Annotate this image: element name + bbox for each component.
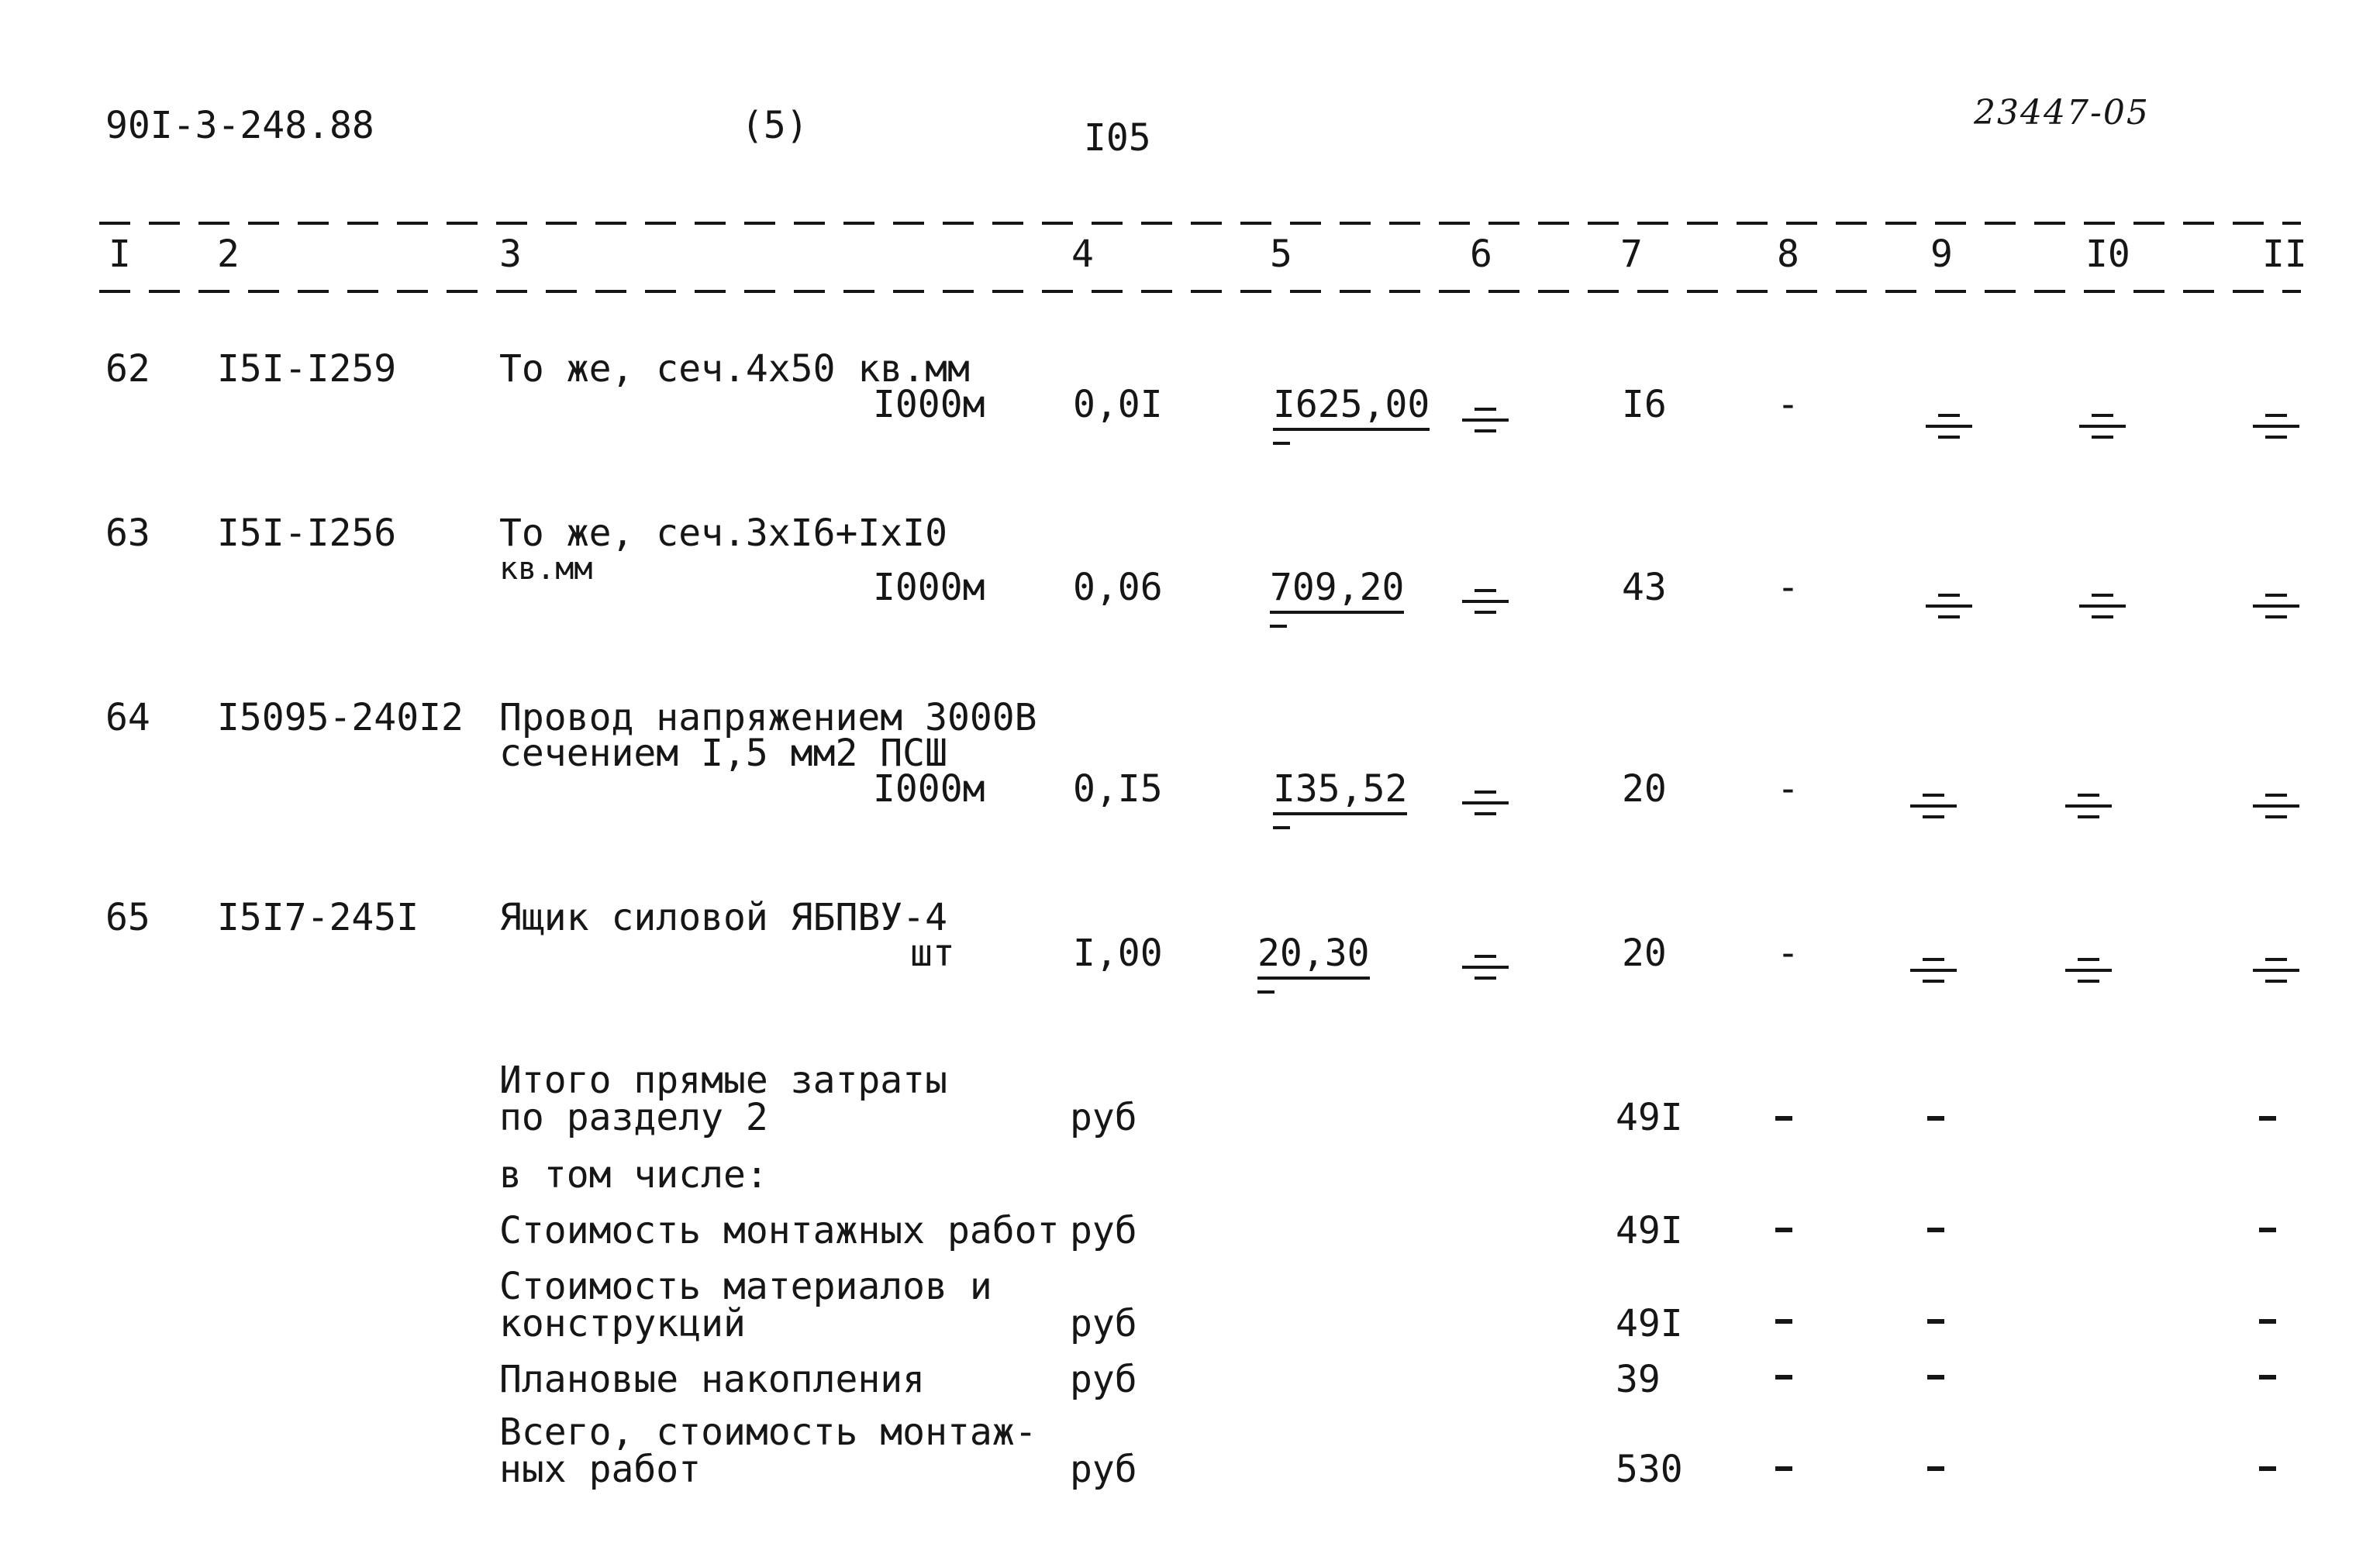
column-header: 2 <box>217 233 240 276</box>
totals-label: Итого прямые затраты <box>499 1059 947 1102</box>
ditto-mark <box>1462 955 1509 981</box>
totals-col7: 39 <box>1616 1358 1661 1401</box>
item-quantity: 0,I5 <box>1073 767 1163 811</box>
ditto-mark <box>1462 791 1509 817</box>
dash-mark <box>2259 1375 2276 1380</box>
ditto-mark <box>2253 594 2299 620</box>
dash-mark <box>2259 1466 2276 1471</box>
column-header: 8 <box>1777 233 1799 276</box>
item-quantity: 0,06 <box>1073 566 1163 609</box>
column-header: I0 <box>2085 233 2130 276</box>
item-description: Провод напряжением 3000В <box>499 696 1037 739</box>
unit-price: 20,30 <box>1257 935 1370 980</box>
item-quantity: 0,0I <box>1073 383 1163 426</box>
totals-label: Всего, стоимость монтаж- <box>499 1411 1037 1454</box>
totals-col7: 530 <box>1616 1448 1683 1491</box>
ditto-mark <box>2079 594 2126 620</box>
totals-label: Плановые накопления <box>499 1358 926 1401</box>
column-header: II <box>2262 233 2307 276</box>
totals-label: Стоимость материалов и <box>499 1265 992 1308</box>
column-7-value: 20 <box>1622 932 1667 975</box>
unit-price: I625,00 <box>1273 386 1430 431</box>
item-code: I5095-240I2 <box>217 696 464 739</box>
totals-unit: руб <box>1070 1448 1137 1491</box>
column-header: I <box>109 233 131 276</box>
ditto-mark <box>1926 414 1972 440</box>
item-code: I5I-I256 <box>217 512 397 555</box>
dash-mark <box>1775 1375 1792 1380</box>
totals-unit: руб <box>1070 1358 1137 1401</box>
underline-mark <box>1273 442 1290 445</box>
item-description: кв.мм <box>499 551 593 587</box>
row-number: 65 <box>105 896 150 939</box>
dash-mark <box>1927 1228 1944 1232</box>
dash-mark <box>1927 1116 1944 1121</box>
item-description: сечением I,5 мм2 ПСШ <box>499 732 947 775</box>
column-8-value: - <box>1777 383 1799 426</box>
column-8-value: - <box>1777 932 1799 975</box>
ditto-mark <box>1462 408 1509 434</box>
dash-mark <box>1927 1319 1944 1324</box>
ditto-mark <box>2065 794 2112 820</box>
ditto-mark <box>2079 414 2126 440</box>
column-header: 3 <box>499 233 522 276</box>
item-quantity: I,00 <box>1073 932 1163 975</box>
unit-price: 709,20 <box>1270 569 1404 614</box>
dash-mark <box>2259 1319 2276 1324</box>
item-unit: I000м <box>873 383 985 426</box>
totals-label: Стоимость монтажных работ <box>499 1209 1060 1252</box>
row-number: 63 <box>105 512 150 555</box>
column-header: 7 <box>1620 233 1643 276</box>
header-rule-top <box>99 222 2301 225</box>
column-header: 9 <box>1930 233 1953 276</box>
totals-unit: руб <box>1070 1302 1137 1345</box>
totals-label: по разделу 2 <box>499 1096 768 1139</box>
column-7-value: 43 <box>1622 566 1667 609</box>
ditto-mark <box>1462 589 1509 615</box>
item-description: Ящик силовой ЯБПВУ-4 <box>499 896 947 939</box>
column-header: 4 <box>1071 233 1094 276</box>
ditto-mark <box>2065 958 2112 984</box>
totals-label: в том числе: <box>499 1153 768 1197</box>
ditto-mark <box>1910 958 1957 984</box>
column-7-value: 20 <box>1622 767 1667 811</box>
totals-unit: руб <box>1070 1096 1137 1139</box>
ditto-mark <box>2253 414 2299 440</box>
dash-mark <box>1927 1375 1944 1380</box>
underline-mark <box>1257 990 1275 994</box>
dash-mark <box>1927 1466 1944 1471</box>
header-rule-bottom <box>99 290 2301 293</box>
column-header: 6 <box>1470 233 1492 276</box>
item-unit: I000м <box>873 566 985 609</box>
page-number: I05 <box>1084 116 1151 160</box>
totals-label: ных работ <box>499 1448 702 1491</box>
dash-mark <box>2259 1228 2276 1232</box>
dash-mark <box>1775 1319 1792 1324</box>
underline-mark <box>1273 826 1290 829</box>
ditto-mark <box>2253 958 2299 984</box>
ditto-mark <box>1926 594 1972 620</box>
document-code: 90I-3-248.88 <box>105 104 374 147</box>
row-number: 64 <box>105 696 150 739</box>
item-unit: шт <box>910 932 955 975</box>
totals-label: конструкций <box>499 1302 746 1345</box>
ditto-mark <box>2253 794 2299 820</box>
item-description: То же, сеч.4х50 кв.мм <box>499 347 970 391</box>
column-header: 5 <box>1270 233 1292 276</box>
unit-price: I35,52 <box>1273 770 1407 815</box>
item-unit: I000м <box>873 767 985 811</box>
dash-mark <box>2259 1116 2276 1121</box>
handwritten-stamp: 23447-05 <box>1974 93 2150 133</box>
ditto-mark <box>1910 794 1957 820</box>
column-7-value: I6 <box>1622 383 1667 426</box>
column-8-value: - <box>1777 566 1799 609</box>
item-code: I5I-I259 <box>217 347 397 391</box>
part-number: (5) <box>741 104 809 147</box>
totals-col7: 49I <box>1616 1096 1683 1139</box>
dash-mark <box>1775 1466 1792 1471</box>
item-description: То же, сеч.3хI6+IхI0 <box>499 512 947 555</box>
dash-mark <box>1775 1116 1792 1121</box>
totals-col7: 49I <box>1616 1302 1683 1345</box>
item-code: I5I7-245I <box>217 896 419 939</box>
dash-mark <box>1775 1228 1792 1232</box>
column-8-value: - <box>1777 767 1799 811</box>
totals-col7: 49I <box>1616 1209 1683 1252</box>
underline-mark <box>1270 625 1287 628</box>
totals-unit: руб <box>1070 1209 1137 1252</box>
row-number: 62 <box>105 347 150 391</box>
